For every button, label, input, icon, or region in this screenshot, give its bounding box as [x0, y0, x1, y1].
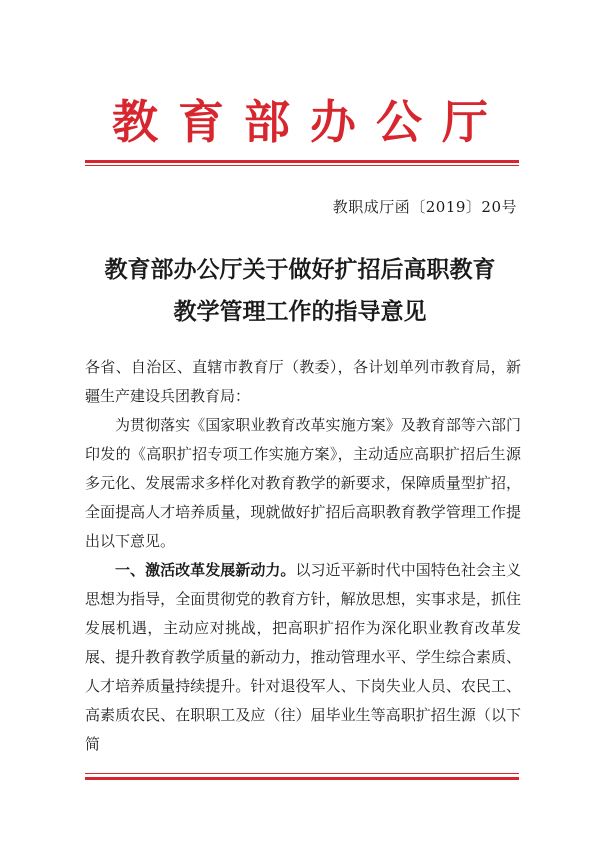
document-title-line-1: 教育部办公厅关于做好扩招后高职教育	[104, 256, 496, 283]
footer-rule-thick	[85, 777, 519, 780]
section-1-heading: 一、激活改革发展新动力。	[115, 561, 296, 579]
document-title-line-2: 教学管理工作的指导意见	[173, 298, 427, 325]
intro-paragraph: 为贯彻落实《国家职业教育改革实施方案》及教育部等六部门印发的《高职扩招专项工作实施方案》，主动适应高职扩招后生源多元化、发展需求多样化对教育教学的新要求，保障质量型扩招，全面提高人才培养质量，现就做好扩招后高职教育教学管理工作提出以下意见。	[85, 416, 521, 550]
footer-rule-thin	[85, 773, 519, 774]
masthead-rule-thin	[85, 165, 519, 166]
document-number: 教职成厅函〔2019〕20号	[332, 198, 517, 216]
addressee-paragraph: 各省、自治区、直辖市教育厅（教委），各计划单列市教育局，新疆生产建设兵团教育局：	[85, 358, 521, 405]
section-1-text: 以习近平新时代中国特色社会主义思想为指导，全面贯彻党的教育方针，解放思想，实事求是，抓住发展机遇，主动应对挑战，把高职扩招作为深化职业教育改革发展、提升教育教学质量的新动力，推动管理水平、学生综合素质、人才培养质量持续提升。针对退役军人、下岗失业人员、农民工、高素质农民、在职职工及应（往）届毕业生等高职扩招生源（以下简	[85, 561, 521, 753]
masthead-rule-thick	[85, 160, 519, 163]
section-1-paragraph	[85, 556, 521, 759]
issuer-masthead: 教育部办公厅	[112, 95, 508, 149]
document-body	[85, 353, 521, 759]
